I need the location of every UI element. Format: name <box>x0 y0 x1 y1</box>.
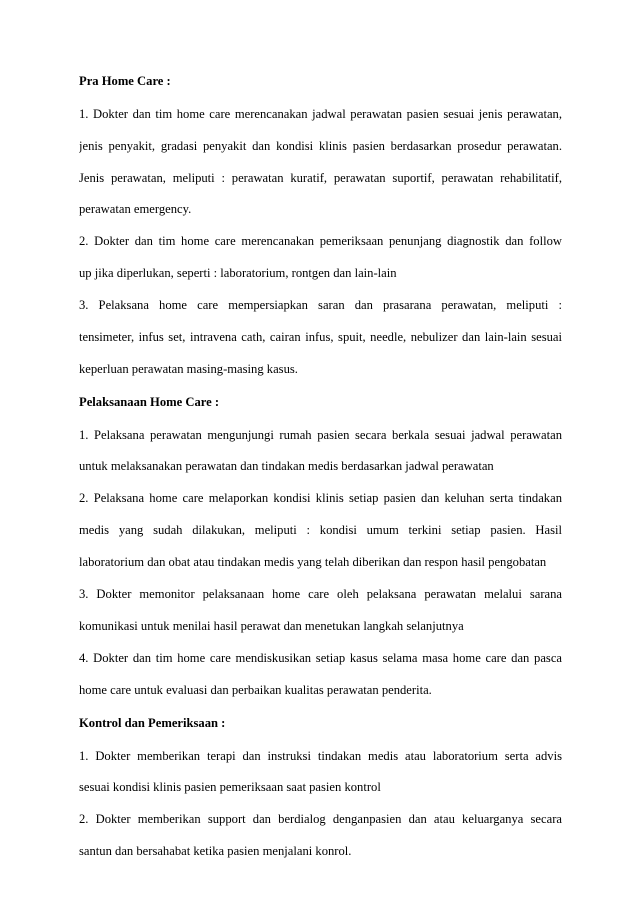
paragraph-line: 2. Dokter dan tim home care merencanakan pemeriksaan penunjang diagnostik dan follow <box>79 234 562 248</box>
paragraph-line: sesuai kondisi klinis pasien pemeriksaan saat pasien kontrol <box>79 780 381 794</box>
paragraph-line: 2. Pelaksana home care melaporkan kondisi klinis setiap pasien dan keluhan serta tindakan <box>79 491 562 505</box>
paragraph-line: 3. Dokter memonitor pelaksanaan home care oleh pelaksana perawatan melalui sarana <box>79 587 562 601</box>
paragraph-line: 3. Pelaksana home care mempersiapkan saran dan prasarana perawatan, meliputi : <box>79 298 562 312</box>
paragraph-line: santun dan bersahabat ketika pasien menjalani konrol. <box>79 844 352 858</box>
paragraph-line: keperluan perawatan masing-masing kasus. <box>79 362 298 376</box>
paragraph-line: 1. Dokter dan tim home care merencanakan jadwal perawatan pasien sesuai jenis perawatan, <box>79 107 562 121</box>
paragraph-line: perawatan emergency. <box>79 202 192 216</box>
paragraph-line: 1. Pelaksana perawatan mengunjungi rumah pasien secara berkala sesuai jadwal perawatan <box>79 428 562 442</box>
paragraph-line: 1. Dokter memberikan terapi dan instruksi tindakan medis atau laboratorium serta advis <box>79 749 562 763</box>
paragraph-line: jenis penyakit, gradasi penyakit dan kondisi klinis pasien berdasarkan prosedur perawatan. <box>79 139 562 153</box>
paragraph-line: tensimeter, infus set, intravena cath, cairan infus, spuit, needle, nebulizer dan lain-lain sesuai <box>79 330 562 344</box>
paragraph-line: Jenis perawatan, meliputi : perawatan kuratif, perawatan suportif, perawatan rehabilitatif, <box>79 171 562 185</box>
section-heading-pelaksanaan-home-care: Pelaksanaan Home Care : <box>79 395 220 409</box>
paragraph-line: 2. Dokter memberikan support dan berdialog denganpasien dan atau keluarganya secara <box>79 812 562 826</box>
paragraph-line: home care untuk evaluasi dan perbaikan kualitas perawatan penderita. <box>79 683 432 697</box>
section-heading-kontrol-dan-pemeriksaan: Kontrol dan Pemeriksaan : <box>79 716 226 730</box>
paragraph-line: 4. Dokter dan tim home care mendiskusikan setiap kasus selama masa home care dan pasca <box>79 651 562 665</box>
paragraph-line: laboratorium dan obat atau tindakan medis yang telah diberikan dan respon hasil pengobatan <box>79 555 547 569</box>
paragraph-line: untuk melaksanakan perawatan dan tindakan medis berdasarkan jadwal perawatan <box>79 459 494 473</box>
section-heading-pra-home-care: Pra Home Care : <box>79 74 171 88</box>
paragraph-line: komunikasi untuk menilai hasil perawat dan menetukan langkah selanjutnya <box>79 619 464 633</box>
paragraph-line: up jika diperlukan, seperti : laboratorium, rontgen dan lain-lain <box>79 266 397 280</box>
paragraph-line: medis yang sudah dilakukan, meliputi : kondisi umum terkini setiap pasien. Hasil <box>79 523 562 537</box>
